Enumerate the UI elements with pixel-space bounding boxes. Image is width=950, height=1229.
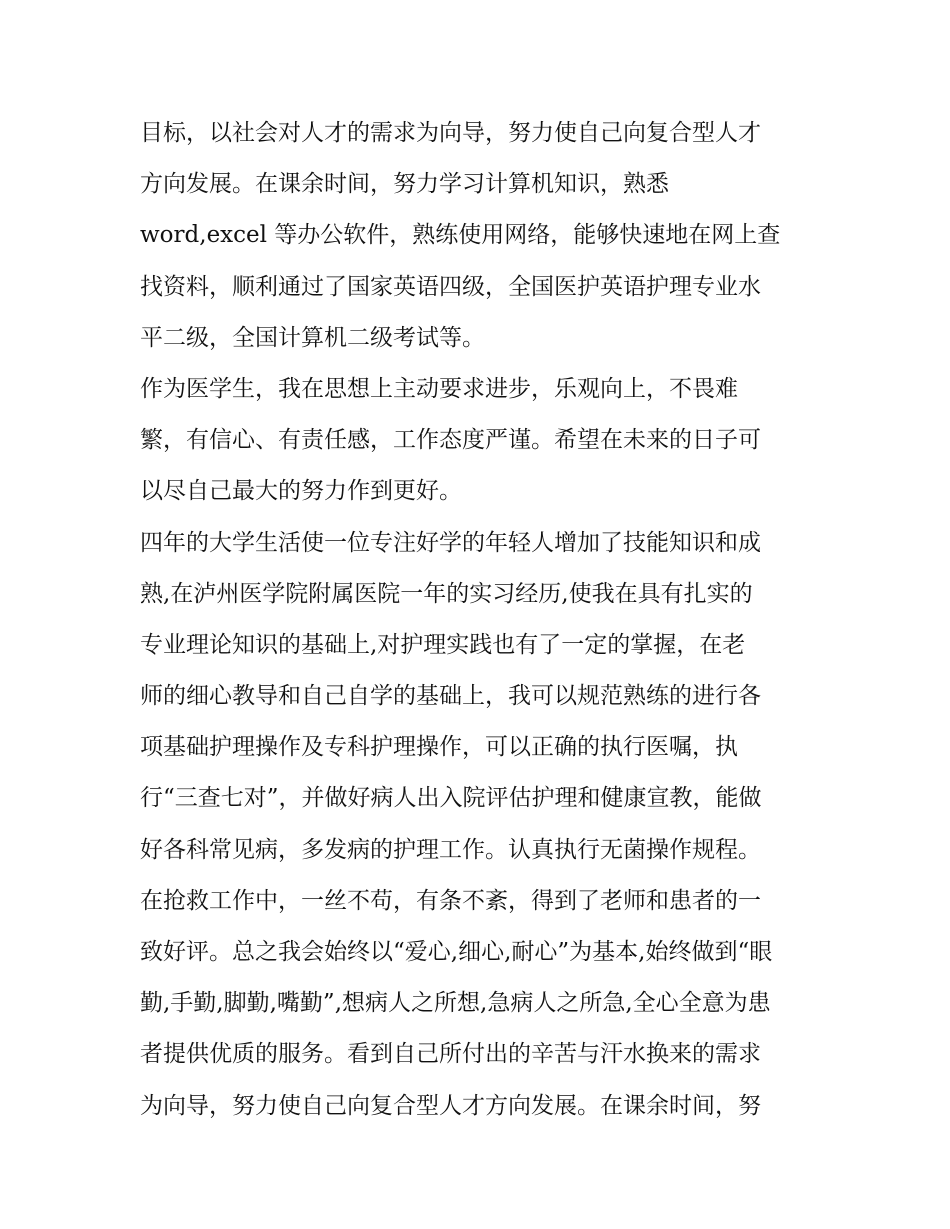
text-line-14: 行“三查七对”，并做好病人出入院评估护理和健康宣教，能做: [140, 785, 762, 812]
text-line-8: 以尽自己最大的努力作到更好。: [140, 478, 462, 505]
text-line-7: 繁，有信心、有责任感，工作态度严谨。希望在未来的日子可: [140, 427, 761, 454]
text-line-6: 作为医学生，我在思想上主动要求进步，乐观向上，不畏难: [140, 375, 738, 402]
text-line-5: 平二级，全国计算机二级考试等。: [140, 324, 485, 351]
text-line-16: 在抢救工作中，一丝不苟，有条不紊，得到了老师和患者的一: [140, 887, 761, 914]
text-line-10: 熟,在泸州医学院附属医院一年的实习经历,使我在具有扎实的: [140, 580, 753, 607]
text-line-19: 者提供优质的服务。看到自己所付出的辛苦与汗水换来的需求: [140, 1041, 761, 1068]
text-line-9: 四年的大学生活使一位专注好学的年轻人增加了技能知识和成: [140, 529, 761, 556]
text-line-15: 好各科常见病，多发病的护理工作。认真执行无菌操作规程。: [140, 836, 761, 863]
text-line-20: 为向导，努力使自己向复合型人才方向发展。在课余时间，努: [140, 1092, 761, 1119]
document-body: [140, 108, 820, 1132]
text-line-3: word,excel 等办公软件，熟练使用网络，能够快速地在网上查: [140, 222, 781, 249]
text-line-12: 师的细心教导和自己自学的基础上，我可以规范熟练的进行各: [140, 683, 761, 710]
text-line-2: 方向发展。在课余时间，努力学习计算机知识，熟悉: [140, 171, 669, 198]
text-line-13: 项基础护理操作及专科护理操作，可以正确的执行医嘱，执: [140, 734, 738, 761]
text-line-4: 找资料，顺利通过了国家英语四级，全国医护英语护理专业水: [140, 273, 761, 300]
text-line-11: 专业理论知识的基础上,对护理实践也有了一定的掌握，在老: [140, 631, 746, 658]
text-line-1: 目标，以社会对人才的需求为向导，努力使自己向复合型人才: [140, 120, 761, 146]
text-line-17: 致好评。总之我会始终以“爱心,细心,耐心”为基本,始终做到“眼: [140, 939, 773, 965]
text-line-18: 勤,手勤,脚勤,嘴勤”,想病人之所想,急病人之所急,全心全意为患: [140, 990, 771, 1017]
